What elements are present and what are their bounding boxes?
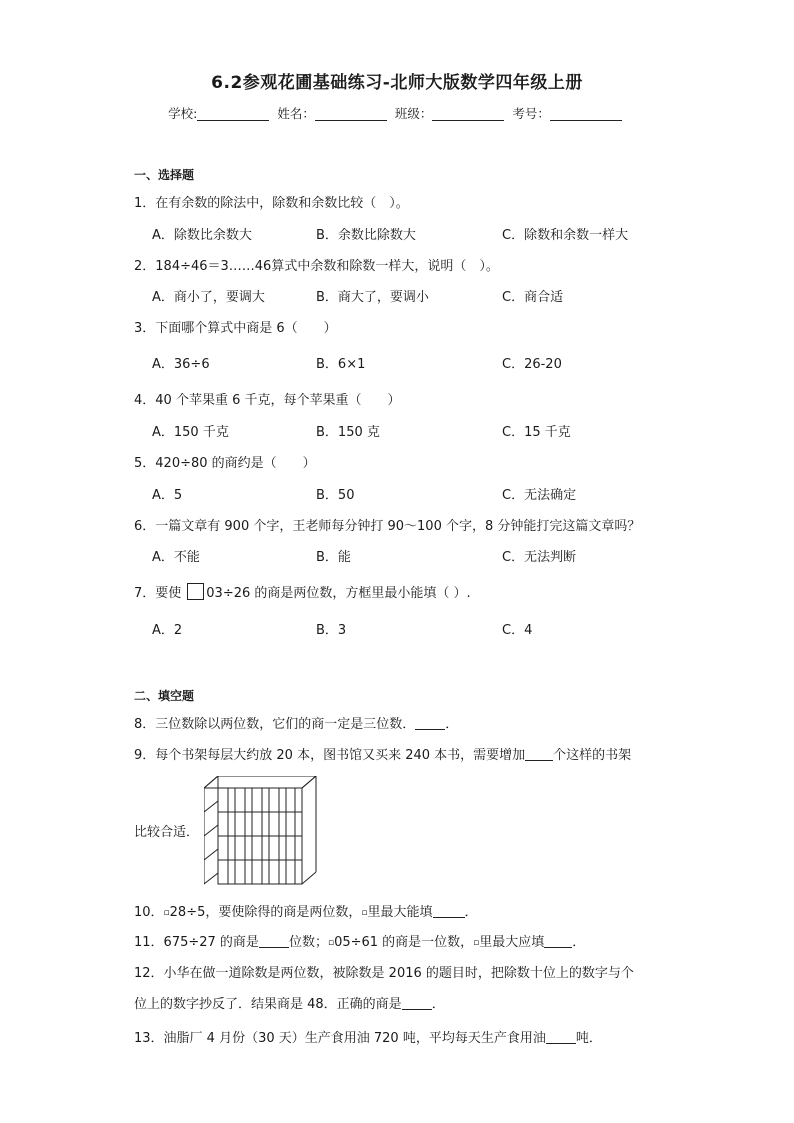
section-title-choice: 一、选择题	[134, 168, 195, 182]
q10-text: 28÷5，要使除得的商是两位数，	[169, 905, 362, 920]
q13-end: 吨．	[575, 1031, 602, 1046]
small-square-glyph: ▫	[163, 908, 170, 918]
name-label: 姓名：	[277, 106, 315, 121]
q7-option-c[interactable]: C．4	[502, 623, 533, 638]
q8-text: 8．三位数除以两位数，它们的商一定是三位数．	[134, 717, 416, 732]
q6-option-a[interactable]: A．不能	[152, 550, 200, 565]
page-title: 6.2参观花圃基础练习-北师大版数学四年级上册	[211, 73, 583, 93]
q5-option-a[interactable]: A．5	[152, 488, 183, 503]
section-title-fill: 二、填空题	[134, 689, 195, 703]
question-8	[134, 713, 458, 732]
q11-text-2: 位数；	[288, 935, 328, 950]
q2-option-b[interactable]: B．商大了，要调小	[316, 290, 429, 305]
q1-option-c[interactable]: C．除数和余数一样大	[502, 228, 629, 243]
school-blank[interactable]	[197, 107, 269, 121]
q12-text-2: 位上的数字抄反了．结果商是 48．正确的商是	[134, 997, 402, 1012]
question-12: 12．小华在做一道除数是两位数，被除数是 2016 的题目时，把除数十位上的数字与个	[134, 966, 634, 981]
q11-text-3: 05÷61 的商是一位数，	[334, 935, 474, 950]
q12-answer-blank[interactable]	[402, 997, 432, 1010]
q10-text-2: 里最大能填	[367, 905, 433, 920]
q2-option-c[interactable]: C．商合适	[502, 290, 564, 305]
small-square-glyph: ▫	[361, 908, 368, 918]
q1-option-a[interactable]: A．除数比余数大	[152, 228, 252, 243]
number-blank[interactable]	[550, 107, 622, 121]
q13-text: 13．油脂厂 4 月份（30 天）生产食用油 720 吨，平均每天生产食用油	[134, 1031, 546, 1046]
question-4: 4．40 个苹果重 6 千克，每个苹果重（ ）	[134, 393, 401, 408]
q3-option-c[interactable]: C．26-20	[502, 357, 562, 372]
q4-option-b[interactable]: B．150 克	[316, 425, 380, 440]
question-7	[134, 582, 471, 601]
q11-end: ．	[572, 935, 586, 950]
q9-text: 9．每个书架每层大约放 20 本，图书馆又买来 240 本书，需要增加	[134, 748, 526, 763]
q6-option-b[interactable]: B．能	[316, 550, 351, 565]
question-6: 6．一篇文章有 900 个字，王老师每分钟打 90～100 个字，8 分钟能打完这篇文章吗？	[134, 519, 641, 534]
question-5: 5．420÷80 的商约是（ ）	[134, 456, 316, 471]
q6-option-c[interactable]: C．无法判断	[502, 550, 577, 565]
question-9	[134, 744, 631, 763]
q5-option-c[interactable]: C．无法确定	[502, 488, 577, 503]
q3-option-a[interactable]: A．36÷6	[152, 357, 210, 372]
bookshelf-illustration	[204, 776, 318, 886]
q3-option-b[interactable]: B．6×1	[316, 357, 366, 372]
name-blank[interactable]	[315, 107, 387, 121]
question-2: 2．184÷46＝3……46算式中余数和除数一样大，说明（ ）。	[134, 259, 499, 274]
q2-option-a[interactable]: A．商小了，要调大	[152, 290, 265, 305]
q7-option-b[interactable]: B．3	[316, 623, 347, 638]
number-label: 考号：	[512, 106, 550, 121]
q11-text: 11．675÷27 的商是	[134, 935, 259, 950]
class-label: 班级：	[394, 106, 433, 121]
q4-option-a[interactable]: A．150 千克	[152, 425, 229, 440]
answer-box[interactable]	[187, 583, 204, 600]
question-13	[134, 1027, 602, 1046]
student-info-line	[0, 104, 794, 122]
q8-answer-blank[interactable]	[415, 717, 445, 730]
question-11	[134, 931, 585, 950]
q8-end: ．	[445, 717, 459, 732]
q11-answer-blank-2[interactable]	[544, 935, 572, 948]
q13-answer-blank[interactable]	[546, 1031, 576, 1044]
q10-number: 10．	[134, 905, 164, 920]
q5-option-b[interactable]: B．50	[316, 488, 355, 503]
q11-text-4: 里最大应填	[479, 935, 545, 950]
q9-text-end: 个这样的书架	[553, 748, 632, 763]
q12-end: ．	[431, 997, 445, 1012]
q9-answer-blank[interactable]	[525, 748, 553, 761]
question-10	[134, 901, 478, 920]
q7-option-a[interactable]: A．2	[152, 623, 183, 638]
q1-option-b[interactable]: B．余数比除数大	[316, 228, 416, 243]
q11-answer-blank-1[interactable]	[259, 935, 289, 948]
q9-text-continued: 比较合适．	[134, 825, 200, 840]
question-1: 1．在有余数的除法中，除数和余数比较（ ）。	[134, 196, 409, 211]
q7-text-suffix: 03÷26 的商是两位数，方框里最小能填（ ）.	[206, 586, 471, 601]
class-blank[interactable]	[432, 107, 504, 121]
q10-answer-blank[interactable]	[433, 905, 465, 918]
q10-end: ．	[464, 905, 478, 920]
small-square-glyph: ▫	[473, 938, 480, 948]
q7-text-prefix: 7．要使	[134, 586, 182, 601]
q4-option-c[interactable]: C．15 千克	[502, 425, 571, 440]
question-3: 3．下面哪个算式中商是 6（ ）	[134, 321, 337, 336]
small-square-glyph: ▫	[327, 938, 335, 948]
question-12-continued	[134, 993, 445, 1012]
school-label: 学校:	[168, 106, 198, 121]
